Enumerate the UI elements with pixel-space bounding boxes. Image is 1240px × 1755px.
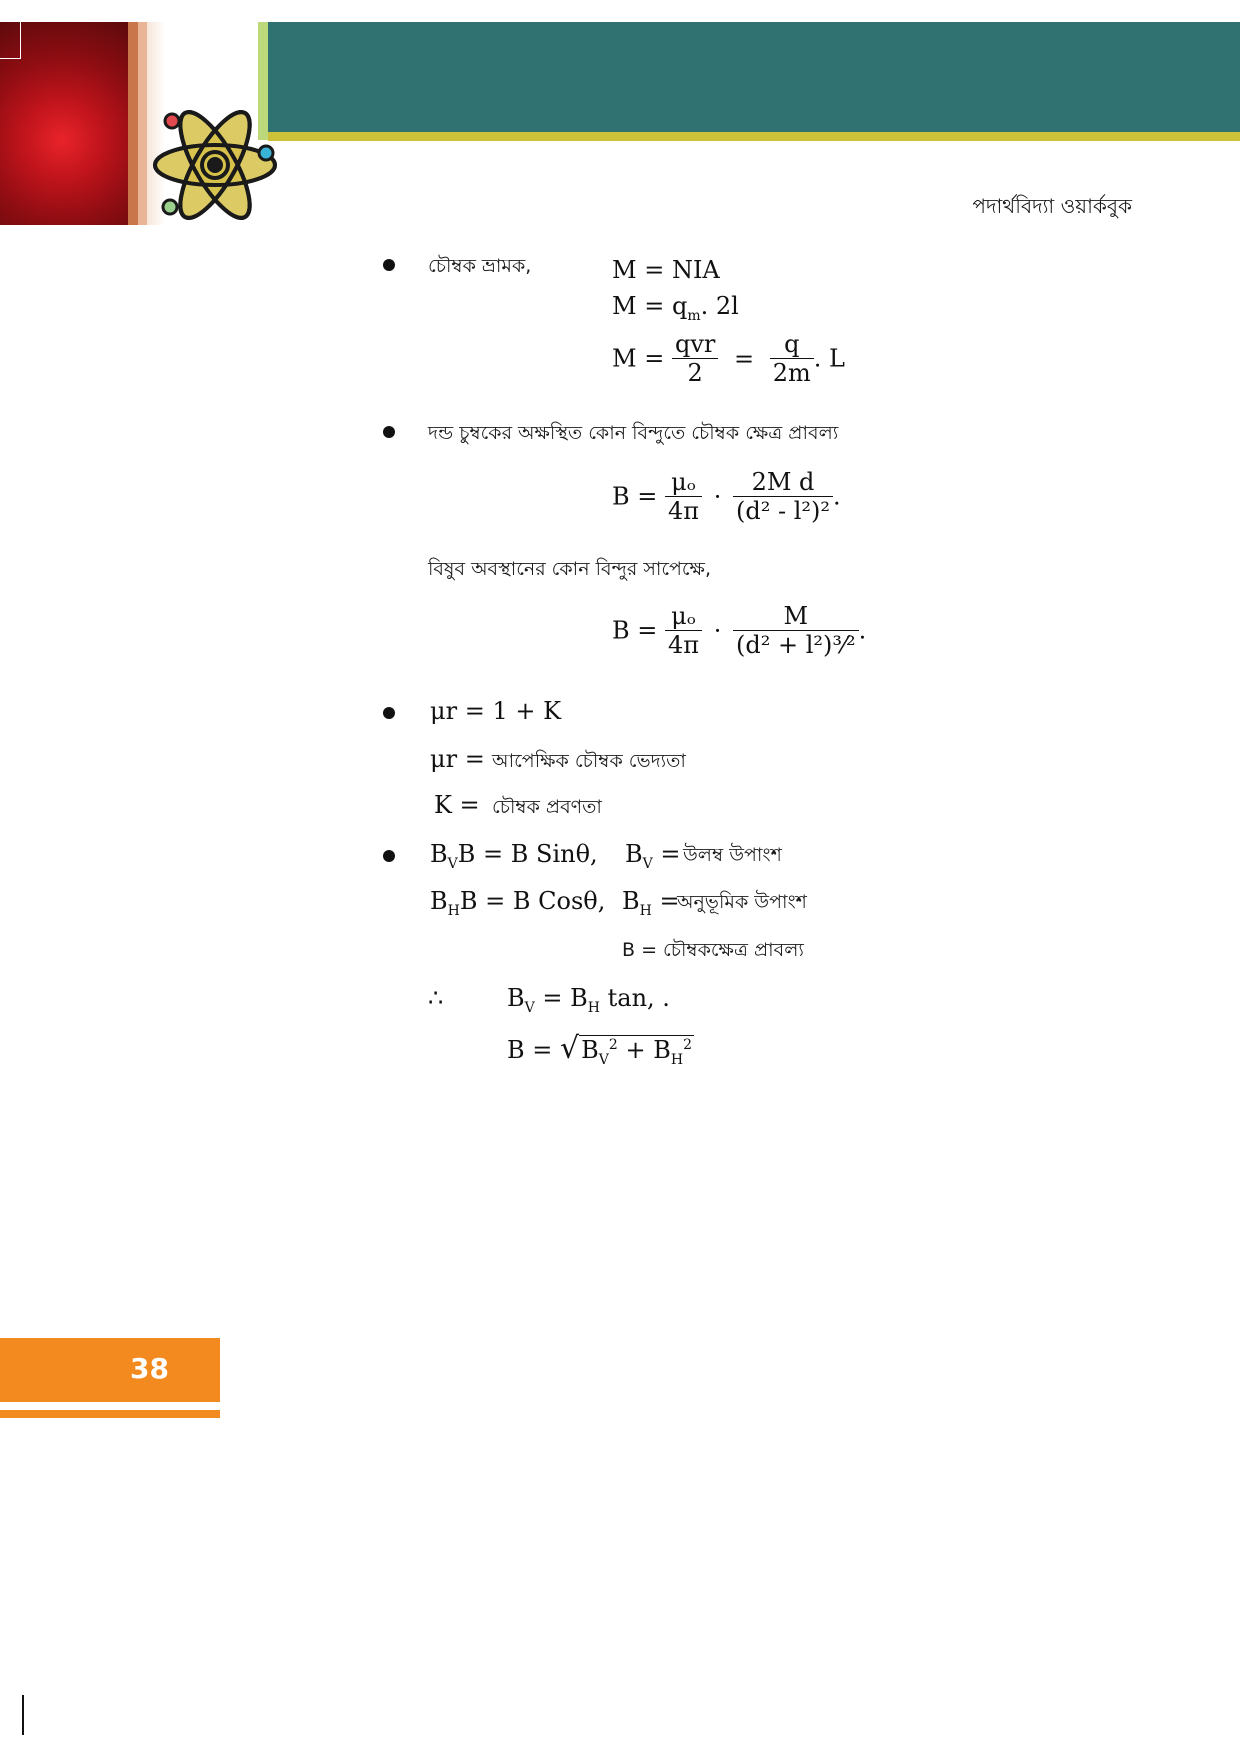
axial-field-label: দন্ড চুম্বকের অক্ষস্থিত কোন বিন্দুতে চৌম্বক ক্ষেত্র প্রাবল্য — [428, 422, 839, 444]
header-gold-line — [268, 132, 1240, 141]
resultant-field-equation: $B = √B_V^2 + B_H^2$ — [507, 1031, 692, 1068]
equation-equatorial-field: B = $\frac{\text{μₒ}}{4\pi}$ · $\frac{M}{\text{(d² + l²)³⁄²}}$ . — [612, 602, 867, 659]
page-number: 38 — [130, 1352, 169, 1385]
equation-axial-field: B = $\frac{\text{μₒ}}{4\pi}$ · $\frac{\text{2M d}}{\text{(d² - l²)²}}$ . — [612, 468, 841, 525]
field-strength-definition: B = চৌম্বকক্ষেত্র প্রাবল্য — [622, 939, 804, 961]
page-number-box — [0, 1338, 220, 1402]
horizontal-component-symbol: $B_H$ = — [622, 887, 680, 919]
running-title: পদার্থবিদ্যা ওয়ার্কবুক — [972, 194, 1132, 218]
crop-mark — [0, 1695, 24, 1735]
bullet — [383, 850, 395, 862]
header-stripe — [138, 22, 147, 225]
atom-icon — [148, 103, 282, 223]
horizontal-component-definition: অনুভূমিক উপাংশ — [677, 891, 807, 913]
bullet — [383, 426, 395, 438]
equatorial-label: বিষুব অবস্থানের কোন বিন্দুর সাপেক্ষে, — [428, 558, 711, 580]
bullet — [383, 259, 395, 271]
header-stripe — [128, 22, 138, 225]
crop-mark — [0, 0, 21, 59]
susceptibility-symbol: K = — [434, 791, 480, 819]
vertical-component-definition: উলম্ব উপাংশ — [683, 844, 782, 866]
page-number-underline — [0, 1410, 220, 1418]
horizontal-component-equation: $B_HB = B$ Cosθ, — [430, 887, 606, 919]
susceptibility-definition: চৌম্বক প্রবণতা — [492, 796, 602, 818]
relative-permeability-definition: আপেক্ষিক চৌম্বক ভেদ্যতা — [492, 750, 686, 772]
bullet — [383, 707, 395, 719]
equation: M = NIA — [612, 256, 720, 284]
therefore-symbol: ∴ — [428, 984, 444, 1012]
equation: $M = q_m$. 2l — [612, 292, 739, 324]
tan-equation: $B_V = B_H$ tan, . — [507, 984, 670, 1016]
relative-permeability-symbol: μr = — [430, 745, 485, 773]
vertical-component-equation: $B_VB = B$ Sinθ, — [430, 840, 598, 872]
equation-permeability: μr = 1 + K — [430, 697, 562, 725]
vertical-component-symbol: $B_V$ = — [625, 840, 681, 872]
magnetic-moment-label: চৌম্বক ভ্রামক, — [428, 255, 532, 277]
header-teal-band — [258, 22, 1240, 132]
equation-fraction: M = $\frac{\text{qvr}}{2}$ = $\frac{q}{2m}$ . L — [612, 330, 845, 387]
